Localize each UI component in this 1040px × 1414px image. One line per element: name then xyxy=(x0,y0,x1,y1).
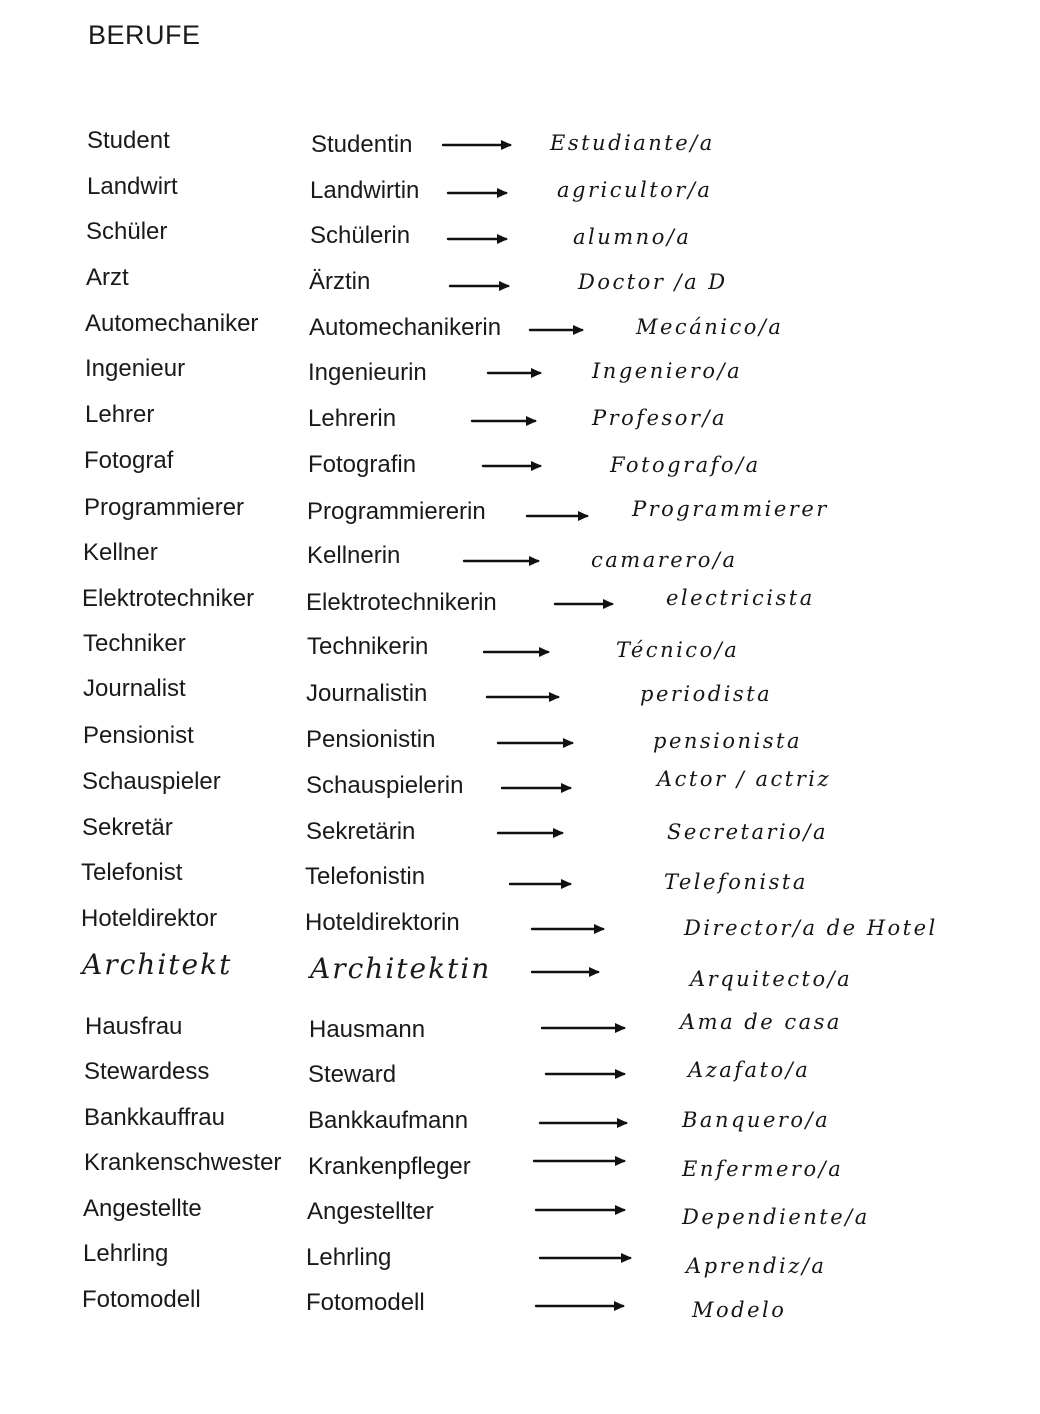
spanish-translation: Banquero/a xyxy=(682,1108,831,1132)
spanish-translation: Arquitecto/a xyxy=(690,967,853,991)
spanish-translation: Enfermero/a xyxy=(682,1157,844,1181)
masculine-term: Hausfrau xyxy=(85,1013,183,1040)
arrow-right-icon xyxy=(536,1204,626,1216)
masculine-term: Hoteldirektor xyxy=(81,905,218,932)
spanish-translation: Mecánico/a xyxy=(636,315,784,339)
arrow-right-icon xyxy=(498,737,574,749)
arrow-right-icon xyxy=(472,415,537,427)
arrow-right-icon xyxy=(527,510,589,522)
feminine-term: Fotografin xyxy=(308,451,417,478)
spanish-translation: Ama de casa xyxy=(680,1010,842,1034)
feminine-term: Architektin xyxy=(310,952,492,985)
spanish-translation: Director/a de Hotel xyxy=(684,916,938,940)
arrow-right-icon xyxy=(540,1117,628,1129)
masculine-term: Lehrer xyxy=(85,401,155,428)
masculine-term: Fotomodell xyxy=(82,1286,201,1313)
masculine-term: Bankkauffrau xyxy=(84,1104,225,1131)
spanish-translation: camarero/a xyxy=(591,548,738,572)
feminine-term: Elektrotechnikerin xyxy=(306,589,497,616)
arrow-right-icon xyxy=(542,1022,626,1034)
feminine-term: Hausmann xyxy=(309,1016,426,1043)
feminine-term: Journalistin xyxy=(306,680,428,707)
masculine-term: Pensionist xyxy=(83,722,194,749)
spanish-translation: agricultor/a xyxy=(557,178,713,202)
feminine-term: Programmiererin xyxy=(307,498,486,525)
masculine-term: Elektrotechniker xyxy=(82,585,255,612)
feminine-term: Technikerin xyxy=(307,633,429,660)
arrow-right-icon xyxy=(536,1300,625,1312)
spanish-translation: Ingeniero/a xyxy=(592,359,743,383)
masculine-term: Arzt xyxy=(86,264,129,291)
masculine-term: Automechaniker xyxy=(85,310,259,337)
spanish-translation: periodista xyxy=(640,682,773,706)
arrow-right-icon xyxy=(555,598,614,610)
feminine-term: Lehrling xyxy=(306,1244,392,1271)
spanish-translation: Modelo xyxy=(692,1298,787,1322)
feminine-term: Fotomodell xyxy=(306,1289,425,1316)
feminine-term: Schülerin xyxy=(310,222,411,249)
spanish-translation: electricista xyxy=(666,586,815,610)
spanish-translation: Profesor/a xyxy=(592,406,728,430)
feminine-term: Krankenpfleger xyxy=(308,1153,471,1180)
arrow-right-icon xyxy=(488,367,542,379)
masculine-term: Schauspieler xyxy=(82,768,221,795)
feminine-term: Studentin xyxy=(311,131,413,158)
arrow-right-icon xyxy=(484,646,550,658)
feminine-term: Schauspielerin xyxy=(306,772,464,799)
spanish-translation: Técnico/a xyxy=(616,638,740,662)
arrow-right-icon xyxy=(546,1068,626,1080)
spanish-translation: Estudiante/a xyxy=(550,131,715,155)
masculine-term: Angestellte xyxy=(83,1195,202,1222)
arrow-right-icon xyxy=(498,827,564,839)
feminine-term: Telefonistin xyxy=(305,863,426,890)
arrow-right-icon xyxy=(487,691,560,703)
masculine-term: Stewardess xyxy=(84,1058,210,1085)
masculine-term: Programmierer xyxy=(84,494,245,521)
spanish-translation: Dependiente/a xyxy=(682,1205,870,1229)
arrow-right-icon xyxy=(448,233,508,245)
masculine-term: Journalist xyxy=(83,675,186,702)
masculine-term: Schüler xyxy=(86,218,168,245)
arrow-right-icon xyxy=(532,966,600,978)
feminine-term: Kellnerin xyxy=(307,542,401,569)
spanish-translation: Aprendiz/a xyxy=(686,1254,827,1278)
masculine-term: Lehrling xyxy=(83,1240,169,1267)
spanish-translation: Telefonista xyxy=(664,870,808,894)
masculine-term: Krankenschwester xyxy=(84,1149,282,1176)
arrow-right-icon xyxy=(534,1155,626,1167)
feminine-term: Automechanikerin xyxy=(309,314,502,341)
arrow-right-icon xyxy=(502,782,572,794)
arrow-right-icon xyxy=(443,139,512,151)
arrow-right-icon xyxy=(530,324,584,336)
feminine-term: Ärztin xyxy=(309,268,371,295)
masculine-term: Fotograf xyxy=(84,447,174,474)
arrow-right-icon xyxy=(464,555,540,567)
arrow-right-icon xyxy=(532,923,605,935)
masculine-term: Ingenieur xyxy=(85,355,186,382)
feminine-term: Angestellter xyxy=(307,1198,434,1225)
masculine-term: Techniker xyxy=(83,630,186,657)
page-title: BERUFE xyxy=(88,20,201,50)
spanish-translation: Azafato/a xyxy=(688,1058,811,1082)
arrow-right-icon xyxy=(448,187,508,199)
arrow-right-icon xyxy=(450,280,510,292)
spanish-translation: Secretario/a xyxy=(667,820,828,844)
arrow-right-icon xyxy=(540,1252,632,1264)
feminine-term: Landwirtin xyxy=(310,177,420,204)
feminine-term: Steward xyxy=(308,1061,397,1088)
feminine-term: Hoteldirektorin xyxy=(305,909,460,936)
spanish-translation: Doctor /a D xyxy=(578,270,728,294)
masculine-term: Sekretär xyxy=(82,814,173,841)
feminine-term: Sekretärin xyxy=(306,818,416,845)
feminine-term: Bankkaufmann xyxy=(308,1107,469,1134)
masculine-term: Kellner xyxy=(83,539,158,566)
feminine-term: Pensionistin xyxy=(306,726,436,753)
masculine-term: Landwirt xyxy=(87,173,178,200)
spanish-translation: Fotografo/a xyxy=(610,453,761,477)
feminine-term: Lehrerin xyxy=(308,405,397,432)
masculine-term: Architekt xyxy=(82,948,233,981)
feminine-term: Ingenieurin xyxy=(308,359,427,386)
arrow-right-icon xyxy=(510,878,572,890)
spanish-translation: Actor / actriz xyxy=(657,767,832,791)
spanish-translation: alumno/a xyxy=(573,225,692,249)
spanish-translation: Programmierer xyxy=(632,497,829,521)
spanish-translation: pensionista xyxy=(653,729,803,753)
masculine-term: Student xyxy=(87,127,170,154)
arrow-right-icon xyxy=(483,460,542,472)
masculine-term: Telefonist xyxy=(81,859,183,886)
